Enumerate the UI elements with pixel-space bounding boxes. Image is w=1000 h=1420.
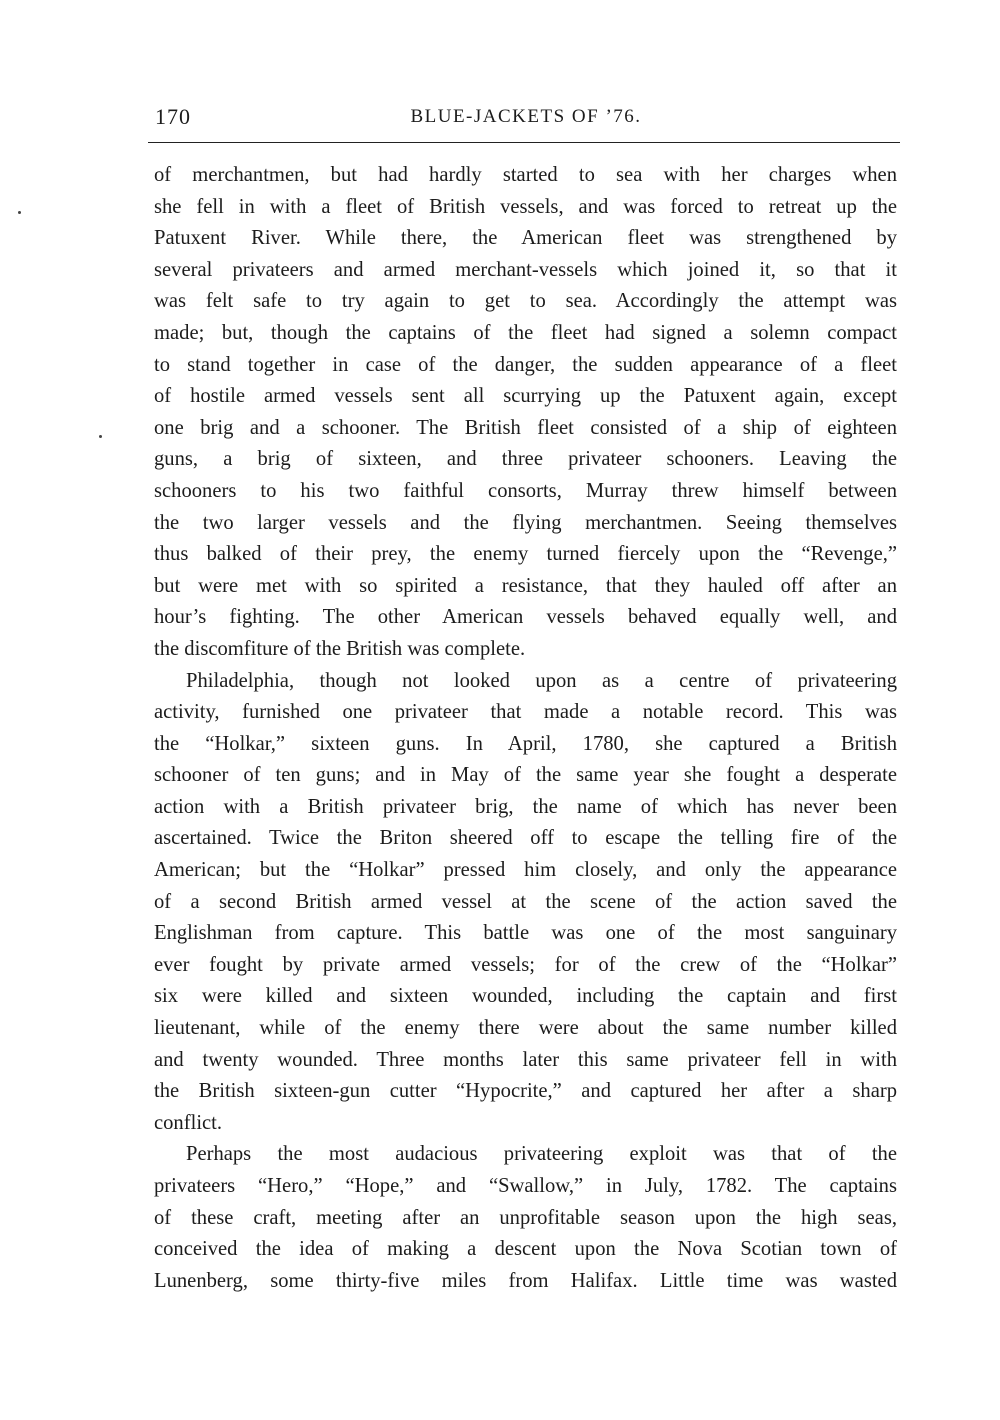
page-header <box>155 100 897 134</box>
text-line: of hostile armed vessels sent all scurrying up the Patuxent again, except <box>154 385 897 408</box>
page-number: 170 <box>155 104 191 129</box>
text-line: Philadelphia, though not looked upon as a centre of privateering <box>186 669 897 692</box>
header-rule <box>148 142 900 143</box>
text-line: to stand together in case of the danger, the sudden appearance of a fleet <box>154 353 897 376</box>
text-line: the “Holkar,” sixteen guns. In April, 1780, she captured a British <box>154 732 897 755</box>
text-line: of a second British armed vessel at the scene of the action saved the <box>154 890 897 913</box>
text-line: six were killed and sixteen wounded, including the captain and first <box>154 985 897 1008</box>
paragraph <box>154 160 897 666</box>
text-line: of merchantmen, but had hardly started to sea with her charges when <box>154 164 897 186</box>
text-line: Perhaps the most audacious privateering exploit was that of the <box>186 1143 897 1166</box>
text-line: Englishman from capture. This battle was one of the most sanguinary <box>154 922 897 945</box>
text-line: thus balked of their prey, the enemy turned fiercely upon the “Revenge,” <box>154 543 897 566</box>
text-line: conflict. <box>154 1111 223 1134</box>
text-line: she fell in with a fleet of British vessels, and was forced to retreat up the <box>154 195 897 218</box>
text-line: action with a British privateer brig, the name of which has never been <box>154 795 897 818</box>
text-line: lieutenant, while of the enemy there were about the same number killed <box>154 1017 897 1040</box>
text-line: several privateers and armed merchant-vessels which joined it, so that it <box>154 258 897 281</box>
text-line: the two larger vessels and the flying merchantmen. Seeing themselves <box>154 511 897 534</box>
margin-speck <box>99 435 102 438</box>
text-line: was felt safe to try again to get to sea. Accordingly the attempt was <box>154 290 897 313</box>
text-line: the discomfiture of the British was complete. <box>154 637 526 660</box>
text-line: hour’s fighting. The other American vessels behaved equally well, and <box>154 606 897 629</box>
text-line: of these craft, meeting after an unprofitable season upon the high seas, <box>154 1206 897 1229</box>
text-line: activity, furnished one privateer that made a notable record. This was <box>154 701 897 724</box>
text-line: made; but, though the captains of the fleet had signed a solemn compact <box>154 321 897 344</box>
text-line: Patuxent River. While there, the American fleet was strengthened by <box>154 227 897 250</box>
text-line: schooners to his two faithful consorts, Murray threw himself between <box>154 479 897 502</box>
text-line: but were met with so spirited a resistance, that they hauled off after an <box>154 574 897 597</box>
text-line: privateers “Hero,” “Hope,” and “Swallow,” in July, 1782. The captains <box>154 1175 897 1197</box>
text-line: conceived the idea of making a descent upon the Nova Scotian town of <box>154 1238 897 1261</box>
text-line: ever fought by private armed vessels; for of the crew of the “Holkar” <box>154 953 897 976</box>
text-line: one brig and a schooner. The British fleet consisted of a ship of eighteen <box>154 416 897 439</box>
paragraph <box>154 1139 897 1297</box>
text-line: ascertained. Twice the Briton sheered off to escape the telling fire of the <box>154 827 897 850</box>
text-line: American; but the “Holkar” pressed him closely, and only the appearance <box>154 859 897 882</box>
margin-speck <box>18 211 21 214</box>
text-line: the British sixteen-gun cutter “Hypocrite,” and captured her after a sharp <box>154 1080 897 1103</box>
text-line: schooner of ten guns; and in May of the same year she fought a desperate <box>154 764 897 787</box>
text-line: and twenty wounded. Three months later this same privateer fell in with <box>154 1048 897 1071</box>
body-text <box>154 160 897 1297</box>
text-line: guns, a brig of sixteen, and three privateer schooners. Leaving the <box>154 448 897 471</box>
running-title: BLUE-JACKETS OF ’76. <box>410 106 642 127</box>
text-line: Lunenberg, some thirty-five miles from Halifax. Little time was wasted <box>154 1269 897 1292</box>
paragraph <box>154 666 897 1140</box>
